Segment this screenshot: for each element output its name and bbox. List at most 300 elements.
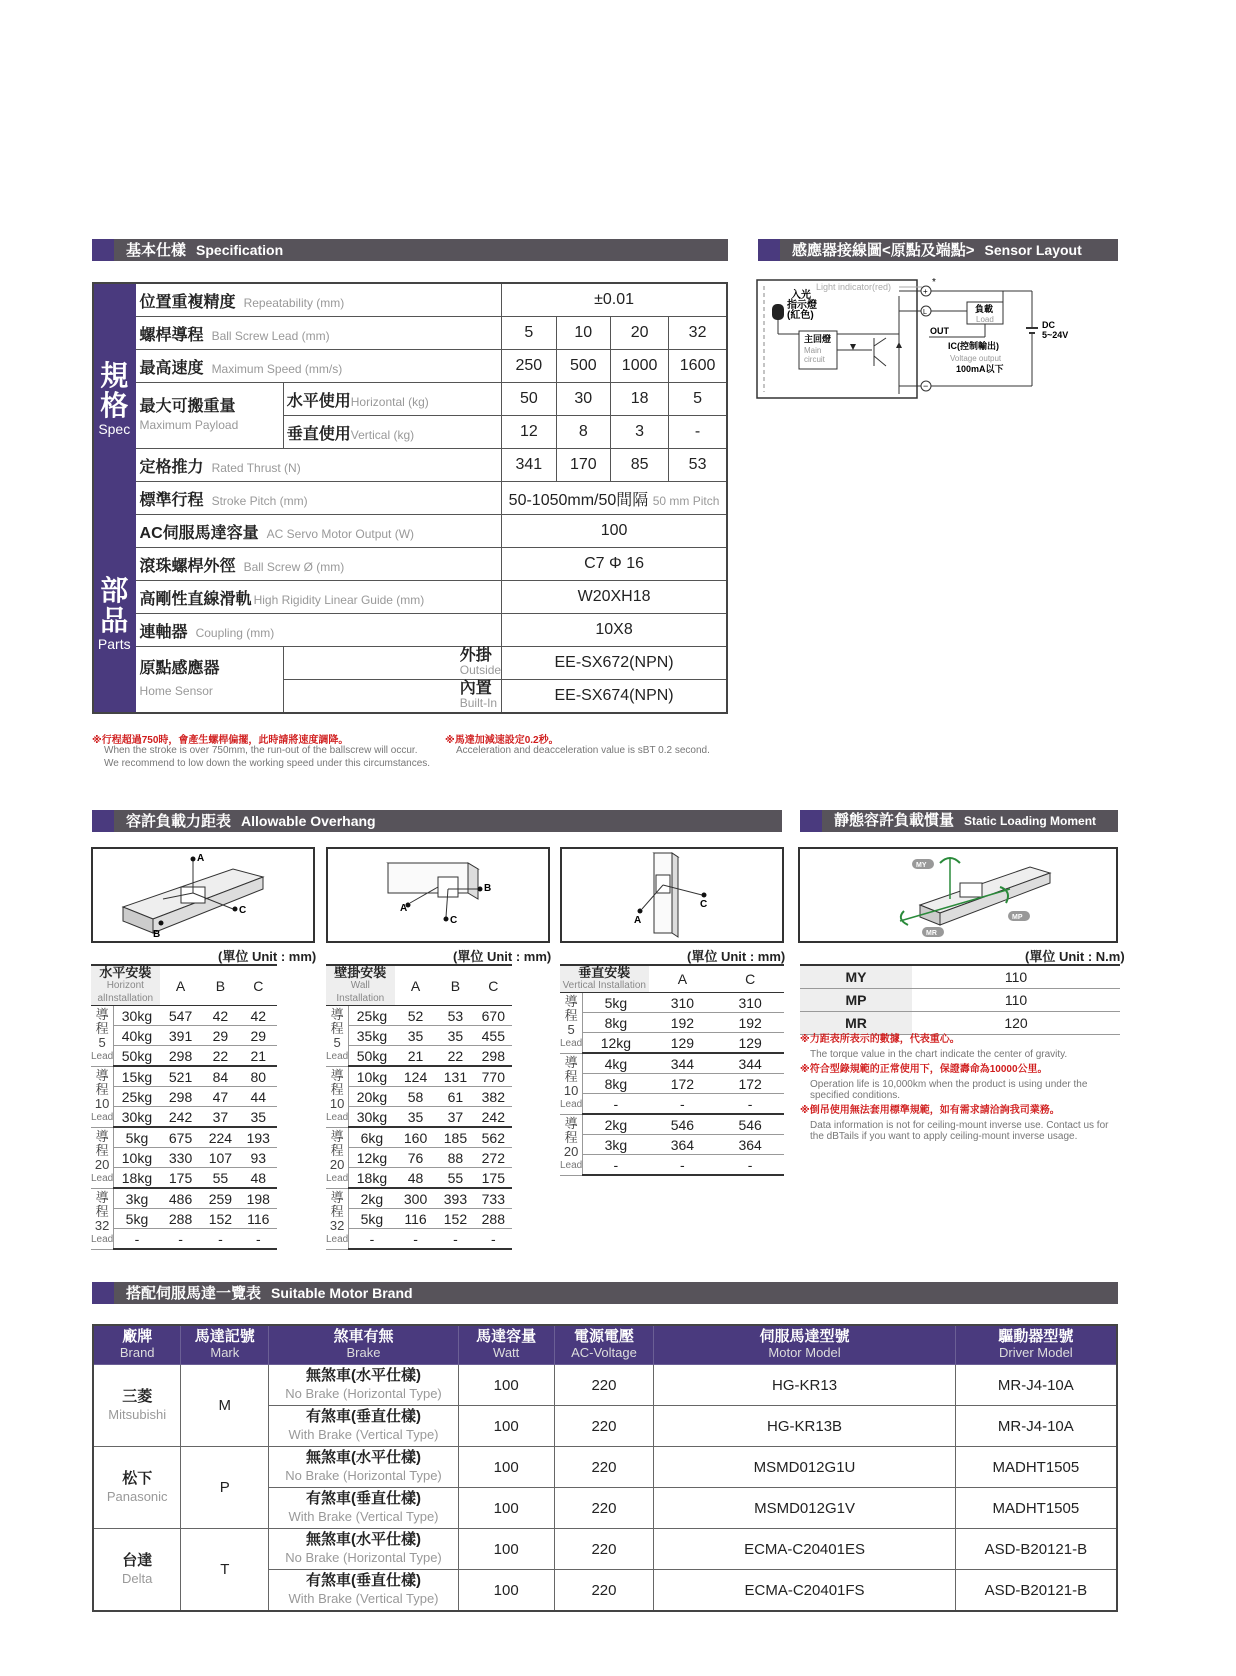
unit-horizontal: (單位 Unit : mm) xyxy=(218,949,317,964)
value-cell: 129 xyxy=(716,1033,784,1054)
note-stroke-en1: When the stroke is over 750mm, the run-out of the ballscrew will occur. xyxy=(104,745,418,756)
indicator-zh: 指示燈 xyxy=(787,300,817,311)
lead-group-label: 導 程 10 Lead xyxy=(560,1053,583,1114)
lead-group-label: 導 程 20 Lead xyxy=(560,1114,583,1175)
col-c: C xyxy=(239,965,277,1006)
diode-icon xyxy=(850,344,856,350)
note-stroke-en2: We recommend to low down the working speed under this circumstances. xyxy=(104,758,431,769)
unit-vertical: (單位 Unit : mm) xyxy=(687,949,786,964)
table-header-row xyxy=(560,965,784,993)
col-driver-model: 驅動器型號 Driver Model xyxy=(955,1325,1117,1365)
motor-model-cell: HG-KR13B xyxy=(654,1406,955,1447)
led-icon xyxy=(772,304,784,320)
moment-value: 110 xyxy=(912,989,1120,1012)
value-cell: 37 xyxy=(201,1107,239,1128)
note-accel-en: Acceleration and deacceleration value is sBT 0.2 second. xyxy=(456,745,710,756)
payload-v-label: 垂直使用Vertical (kg) xyxy=(283,416,501,449)
home-sensor-label: 原點感應器 Home Sensor xyxy=(135,647,283,714)
spec-header xyxy=(92,239,728,261)
spec-row-guide xyxy=(93,581,727,614)
side-spec-zh1: 規 xyxy=(100,360,129,391)
lead-value: 20 xyxy=(611,317,669,350)
moment-figure xyxy=(798,847,1118,943)
value-cell: 300 xyxy=(395,1188,437,1209)
brake-cell: 有煞車(垂直仕樣) With Brake (Vertical Type) xyxy=(269,1406,459,1447)
load-cell: 5kg xyxy=(349,1209,395,1229)
table-row xyxy=(560,1155,784,1176)
header-tab xyxy=(800,810,822,832)
lead-group-label: 導 程 5 Lead xyxy=(326,1006,349,1067)
brake-cell: 有煞車(垂直仕樣) With Brake (Vertical Type) xyxy=(269,1488,459,1529)
motor-model-cell: MSMD012G1U xyxy=(654,1447,955,1488)
watt-cell: 100 xyxy=(458,1529,554,1570)
fig-a: A xyxy=(634,915,642,926)
table-row xyxy=(560,993,784,1013)
payload-h-label: 水平使用Horizontal (kg) xyxy=(283,383,501,416)
sensor-header-en: Sensor Layout xyxy=(984,242,1082,258)
table-row xyxy=(560,1013,784,1033)
value-cell: 48 xyxy=(239,1168,277,1189)
thrust-value: 53 xyxy=(669,449,727,482)
value-cell: 47 xyxy=(201,1087,239,1107)
brand-cell: 三菱 Mitsubishi xyxy=(93,1365,181,1447)
value-cell: 53 xyxy=(436,1006,474,1026)
lead-value: 10 xyxy=(556,317,610,350)
value-cell: - xyxy=(395,1229,437,1250)
table-row xyxy=(326,1229,550,1250)
value-cell: 242 xyxy=(474,1107,512,1128)
value-cell: - xyxy=(160,1229,202,1250)
value-cell: 259 xyxy=(201,1188,239,1209)
table-row xyxy=(560,1114,784,1135)
motor-model-cell: ECMA-C20401FS xyxy=(654,1570,955,1612)
wall-install-illustration xyxy=(328,849,548,941)
sensor-in-value: EE-SX674(NPN) xyxy=(502,680,727,714)
value-cell: 298 xyxy=(160,1087,202,1107)
load-cell: - xyxy=(583,1094,649,1115)
driver-model-cell: MADHT1505 xyxy=(955,1488,1117,1529)
coupling-label: 連軸器 Coupling (mm) xyxy=(135,614,502,647)
vertical-overhang-table xyxy=(560,964,784,1176)
load-en: Load xyxy=(976,315,994,324)
col-mark: 馬達記號 Mark xyxy=(181,1325,269,1365)
table-row xyxy=(560,1033,784,1054)
watt-cell: 100 xyxy=(458,1406,554,1447)
spec-table xyxy=(92,282,728,714)
vertical-title: 垂直安裝 Vertical Installation xyxy=(560,965,649,993)
motor-table xyxy=(92,1324,1118,1612)
value-cell: 129 xyxy=(649,1033,717,1054)
table-row xyxy=(326,1046,550,1067)
voltage-cell: 220 xyxy=(554,1406,654,1447)
table-row xyxy=(91,1066,315,1087)
moment-key: MP xyxy=(800,989,912,1012)
moment-row xyxy=(800,965,1120,989)
voltage-cell: 220 xyxy=(554,1529,654,1570)
load-cell: 8kg xyxy=(583,1074,649,1094)
spec-row-speed xyxy=(93,350,727,383)
fig-my: MY xyxy=(916,862,927,869)
motor-header xyxy=(92,1282,1118,1304)
load-cell: 50kg xyxy=(114,1046,160,1067)
value-cell: 116 xyxy=(239,1209,277,1229)
load-cell: 35kg xyxy=(349,1026,395,1046)
spec-row-screw xyxy=(93,548,727,581)
driver-model-cell: ASD-B20121-B xyxy=(955,1570,1117,1612)
header-tab xyxy=(758,239,780,261)
side-parts-zh1: 部 xyxy=(100,574,129,606)
load-cell: 8kg xyxy=(583,1013,649,1033)
value-cell: - xyxy=(201,1229,239,1250)
brand-cell: 松下 Panasonic xyxy=(93,1447,181,1529)
fig-b: B xyxy=(484,883,492,894)
value-cell: 330 xyxy=(160,1148,202,1168)
table-row xyxy=(91,1087,315,1107)
table-row xyxy=(326,1006,550,1026)
moment-note2-red: ※符合型錄規範的正常使用下，保證壽命為10000公里。 xyxy=(800,1064,1048,1075)
moment-note1-red: ※力距表所表示的數據，代表重心。 xyxy=(800,1034,960,1045)
dc-label: DC xyxy=(1042,320,1055,330)
load-cell: 12kg xyxy=(583,1033,649,1054)
table-row xyxy=(91,1229,315,1250)
col-c: C xyxy=(474,965,512,1006)
load-cell: 10kg xyxy=(349,1066,395,1087)
table-row xyxy=(560,1074,784,1094)
sensor-in-label: 內置 Built-In xyxy=(283,680,501,714)
payload-h-value: 18 xyxy=(611,383,669,416)
value-cell: 55 xyxy=(436,1168,474,1189)
star-mark: * xyxy=(932,277,936,288)
value-cell: 42 xyxy=(239,1006,277,1026)
motor-header-en: Suitable Motor Brand xyxy=(271,1285,413,1301)
value-cell: 733 xyxy=(474,1188,512,1209)
driver-model-cell: MADHT1505 xyxy=(955,1447,1117,1488)
col-a: A xyxy=(160,965,202,1006)
overhang-header xyxy=(92,810,782,832)
value-cell: 547 xyxy=(160,1006,202,1026)
load-cell: 5kg xyxy=(583,993,649,1013)
col-c: C xyxy=(716,965,784,993)
moment-table xyxy=(800,964,1120,1035)
value-cell: 393 xyxy=(436,1188,474,1209)
table-row xyxy=(326,1026,550,1046)
coupling-value: 10X8 xyxy=(502,614,727,647)
table-header-row xyxy=(91,965,315,1006)
payload-h-value: 30 xyxy=(556,383,610,416)
value-cell: 35 xyxy=(395,1026,437,1046)
table-row xyxy=(560,1094,784,1115)
value-cell: - xyxy=(436,1229,474,1250)
col-brake: 煞車有無 Brake xyxy=(269,1325,459,1365)
moment-row xyxy=(800,1012,1120,1035)
value-cell: 288 xyxy=(160,1209,202,1229)
value-cell: 770 xyxy=(474,1066,512,1087)
value-cell: 310 xyxy=(649,993,717,1013)
value-cell: - xyxy=(474,1229,512,1250)
guide-value: W20XH18 xyxy=(502,581,727,614)
value-cell: 391 xyxy=(160,1026,202,1046)
payload-h-value: 5 xyxy=(669,383,727,416)
voltage-cell: 220 xyxy=(554,1488,654,1529)
table-row xyxy=(560,1135,784,1155)
col-brand: 廠牌 Brand xyxy=(93,1325,181,1365)
value-cell: 172 xyxy=(716,1074,784,1094)
lead-group-label: 導 程 10 Lead xyxy=(91,1066,114,1127)
value-cell: 88 xyxy=(436,1148,474,1168)
wall-title: 壁掛安裝 Wall Installation xyxy=(326,965,395,1006)
mark-cell: M xyxy=(181,1365,269,1447)
header-tab xyxy=(92,1282,114,1304)
value-cell: - xyxy=(716,1155,784,1176)
table-row xyxy=(93,1529,1117,1570)
value-cell: 22 xyxy=(436,1046,474,1067)
sensor-out-label: 外掛 Outside xyxy=(283,647,501,680)
table-row xyxy=(326,1107,550,1128)
value-cell: 42 xyxy=(201,1006,239,1026)
fig-mp: MP xyxy=(1012,914,1023,921)
driver-model-cell: MR-J4-10A xyxy=(955,1365,1117,1406)
moment-note3-red: ※倒吊使用無法套用標準規範，如有需求請洽詢我司業務。 xyxy=(800,1105,1060,1116)
moment-value: 110 xyxy=(912,965,1120,989)
overhang-header-en: Allowable Overhang xyxy=(241,813,376,829)
side-spec xyxy=(93,283,135,515)
spec-header-en: Specification xyxy=(196,242,284,258)
table-row xyxy=(91,1026,315,1046)
value-cell: 198 xyxy=(239,1188,277,1209)
load-cell: 6kg xyxy=(349,1127,395,1148)
col-a: A xyxy=(395,965,437,1006)
value-cell: 84 xyxy=(201,1066,239,1087)
side-parts-zh2: 品 xyxy=(100,604,129,636)
load-cell: 2kg xyxy=(349,1188,395,1209)
payload-h-value: 50 xyxy=(502,383,556,416)
fig-a: A xyxy=(197,853,205,864)
note-stroke-red: ※行程超過750時，會產生螺桿偏擺，此時請將速度調降。 xyxy=(92,735,349,746)
moment-key: MY xyxy=(800,965,912,989)
driver-model-cell: MR-J4-10A xyxy=(955,1406,1117,1447)
sensor-header xyxy=(758,239,1118,261)
table-row xyxy=(326,1209,550,1229)
horizontal-title: 水平安裝 Horizont alInstallation xyxy=(91,965,160,1006)
value-cell: 107 xyxy=(201,1148,239,1168)
sensor-wiring-diagram xyxy=(754,276,1126,402)
value-cell: 382 xyxy=(474,1087,512,1107)
vertical-install-illustration xyxy=(562,849,782,941)
col-b: B xyxy=(201,965,239,1006)
value-cell: 22 xyxy=(201,1046,239,1067)
lead-label: 螺桿導程 Ball Screw Lead (mm) xyxy=(135,317,502,350)
col-voltage: 電源電壓 AC-Voltage xyxy=(554,1325,654,1365)
lead-group-label: 導 程 5 Lead xyxy=(560,993,583,1054)
value-cell: - xyxy=(239,1229,277,1250)
lead-group-label: 導 程 10 Lead xyxy=(326,1066,349,1127)
value-cell: 185 xyxy=(436,1127,474,1148)
voltage-cell: 220 xyxy=(554,1570,654,1612)
value-cell: 298 xyxy=(474,1046,512,1067)
load-cell: 18kg xyxy=(114,1168,160,1189)
load-zh: 負載 xyxy=(975,304,994,314)
guide-label: 高剛性直線滑軌 High Rigidity Linear Guide (mm) xyxy=(135,581,502,614)
value-cell: 364 xyxy=(649,1135,717,1155)
light-indicator-label: Light indicator(red) xyxy=(816,282,892,292)
header-tab xyxy=(92,810,114,832)
sensor-header-zh: 感應器接線圖<原點及端點> xyxy=(792,242,975,259)
load-cell: - xyxy=(114,1229,160,1250)
horizontal-figure xyxy=(91,847,315,943)
ic-label: IC(控制輸出) xyxy=(948,341,999,351)
watt-cell: 100 xyxy=(458,1488,554,1529)
table-row xyxy=(93,1447,1117,1488)
value-cell: 670 xyxy=(474,1006,512,1026)
moment-note3: Data information is not for ceiling-mount inverse use. Contact us for the dBTails if you want to apply ceiling-mount inverse usage. xyxy=(810,1120,1109,1142)
table-row xyxy=(326,1066,550,1087)
value-cell: 58 xyxy=(395,1087,437,1107)
spec-row-stroke xyxy=(93,482,727,515)
fig-mr: MR xyxy=(926,930,937,937)
value-cell: 35 xyxy=(239,1107,277,1128)
load-cell: - xyxy=(583,1155,649,1176)
load-cell: 15kg xyxy=(114,1066,160,1087)
side-spec-en: Spec xyxy=(98,421,131,437)
spec-row-sensor-out xyxy=(93,647,727,680)
value-cell: 29 xyxy=(201,1026,239,1046)
value-cell: 44 xyxy=(239,1087,277,1107)
voltage-cell: 220 xyxy=(554,1447,654,1488)
moment-header-en: Static Loading Moment xyxy=(964,814,1097,828)
spec-row-lead xyxy=(93,317,727,350)
value-cell: 486 xyxy=(160,1188,202,1209)
side-parts xyxy=(93,515,135,714)
moment-note1: The torque value in the chart indicate the center of gravity. xyxy=(810,1049,1068,1060)
value-cell: - xyxy=(649,1094,717,1115)
lead-value: 32 xyxy=(669,317,727,350)
speed-value: 1600 xyxy=(669,350,727,383)
fig-c: C xyxy=(450,915,458,926)
mark-cell: T xyxy=(181,1529,269,1612)
table-row xyxy=(326,1148,550,1168)
value-cell: 124 xyxy=(395,1066,437,1087)
repeat-value: ±0.01 xyxy=(502,283,727,317)
overhang-header-zh: 容許負載力距表 xyxy=(126,813,232,830)
table-row xyxy=(91,1046,315,1067)
table-row xyxy=(91,1188,315,1209)
value-cell: 152 xyxy=(201,1209,239,1229)
load-cell: 2kg xyxy=(583,1114,649,1135)
value-cell: - xyxy=(716,1094,784,1115)
table-row xyxy=(91,1209,315,1229)
speed-value: 500 xyxy=(556,350,610,383)
moment-key: MR xyxy=(800,1012,912,1035)
value-cell: 344 xyxy=(716,1053,784,1074)
value-cell: 61 xyxy=(436,1087,474,1107)
main-circuit-zh: 主回燈 xyxy=(804,334,832,344)
motor-header-zh: 搭配伺服馬達一覽表 xyxy=(126,1285,262,1302)
value-cell: 546 xyxy=(649,1114,717,1135)
moment-header xyxy=(800,810,1118,832)
table-row xyxy=(326,1127,550,1148)
value-cell: 546 xyxy=(716,1114,784,1135)
header-tab xyxy=(92,239,114,261)
speed-value: 1000 xyxy=(611,350,669,383)
sensor-out-value: EE-SX672(NPN) xyxy=(502,647,727,680)
load-cell: 10kg xyxy=(114,1148,160,1168)
moment-value: 120 xyxy=(912,1012,1120,1035)
value-cell: 364 xyxy=(716,1135,784,1155)
value-cell: 298 xyxy=(160,1046,202,1067)
servo-value: 100 xyxy=(502,515,727,548)
moment-row xyxy=(800,989,1120,1012)
main-circuit-en2: circuit xyxy=(804,355,825,364)
spec-row-payload-h xyxy=(93,383,727,416)
value-cell: 242 xyxy=(160,1107,202,1128)
value-cell: 93 xyxy=(239,1148,277,1168)
red-zh: (紅色) xyxy=(787,310,814,321)
value-cell: 116 xyxy=(395,1209,437,1229)
unit-moment: (單位 Unit : N.m) xyxy=(1025,949,1125,964)
value-cell: 521 xyxy=(160,1066,202,1087)
value-cell: 37 xyxy=(436,1107,474,1128)
load-cell: 3kg xyxy=(114,1188,160,1209)
value-cell: 288 xyxy=(474,1209,512,1229)
watt-cell: 100 xyxy=(458,1447,554,1488)
lead-group-label: 導 程 20 Lead xyxy=(91,1127,114,1188)
light-zh: 入光 xyxy=(791,290,811,301)
unit-wall: (單位 Unit : mm) xyxy=(453,949,552,964)
fig-b: B xyxy=(153,929,161,940)
value-cell: 192 xyxy=(716,1013,784,1033)
load-cell: 50kg xyxy=(349,1046,395,1067)
brake-cell: 有煞車(垂直仕樣) With Brake (Vertical Type) xyxy=(269,1570,459,1612)
table-row xyxy=(326,1188,550,1209)
value-cell: 562 xyxy=(474,1127,512,1148)
payload-label: 最大可搬重量 Maximum Payload xyxy=(135,383,283,449)
lead-value: 5 xyxy=(502,317,556,350)
stroke-label: 標準行程 Stroke Pitch (mm) xyxy=(135,482,502,515)
speed-label: 最高速度 Maximum Speed (mm/s) xyxy=(135,350,502,383)
value-cell: 224 xyxy=(201,1127,239,1148)
dc-voltage-label: 5~24V xyxy=(1042,330,1069,340)
table-row xyxy=(91,1127,315,1148)
watt-cell: 100 xyxy=(458,1365,554,1406)
table-row xyxy=(91,1107,315,1128)
minus-sign: − xyxy=(923,381,929,391)
load-cell: 3kg xyxy=(583,1135,649,1155)
motor-model-cell: ECMA-C20401ES xyxy=(654,1529,955,1570)
thrust-value: 341 xyxy=(502,449,556,482)
moment-note2: Operation life is 10,000km when the product is using under the specified conditions. xyxy=(810,1079,1088,1101)
spec-header-zh: 基本仕樣 xyxy=(126,242,187,259)
value-cell: 131 xyxy=(436,1066,474,1087)
value-cell: 76 xyxy=(395,1148,437,1168)
value-cell: 310 xyxy=(716,993,784,1013)
stroke-value: 50-1050mm/50間隔 50 mm Pitch xyxy=(502,482,727,515)
col-a: A xyxy=(649,965,717,993)
spec-row-repeat xyxy=(93,283,727,317)
value-cell: 175 xyxy=(474,1168,512,1189)
motor-model-cell: HG-KR13 xyxy=(654,1365,955,1406)
moment-notes xyxy=(800,1034,1118,1142)
table-row xyxy=(91,1148,315,1168)
load-cell: 5kg xyxy=(114,1209,160,1229)
value-cell: 193 xyxy=(239,1127,277,1148)
screw-label: 滾珠螺桿外徑 Ball Screw Ø (mm) xyxy=(135,548,502,581)
load-cell: 30kg xyxy=(114,1107,160,1128)
payload-v-value: 8 xyxy=(556,416,610,449)
col-motor-model: 伺服馬達型號 Motor Model xyxy=(654,1325,955,1365)
value-cell: 675 xyxy=(160,1127,202,1148)
driver-model-cell: ASD-B20121-B xyxy=(955,1529,1117,1570)
load-cell: 12kg xyxy=(349,1148,395,1168)
